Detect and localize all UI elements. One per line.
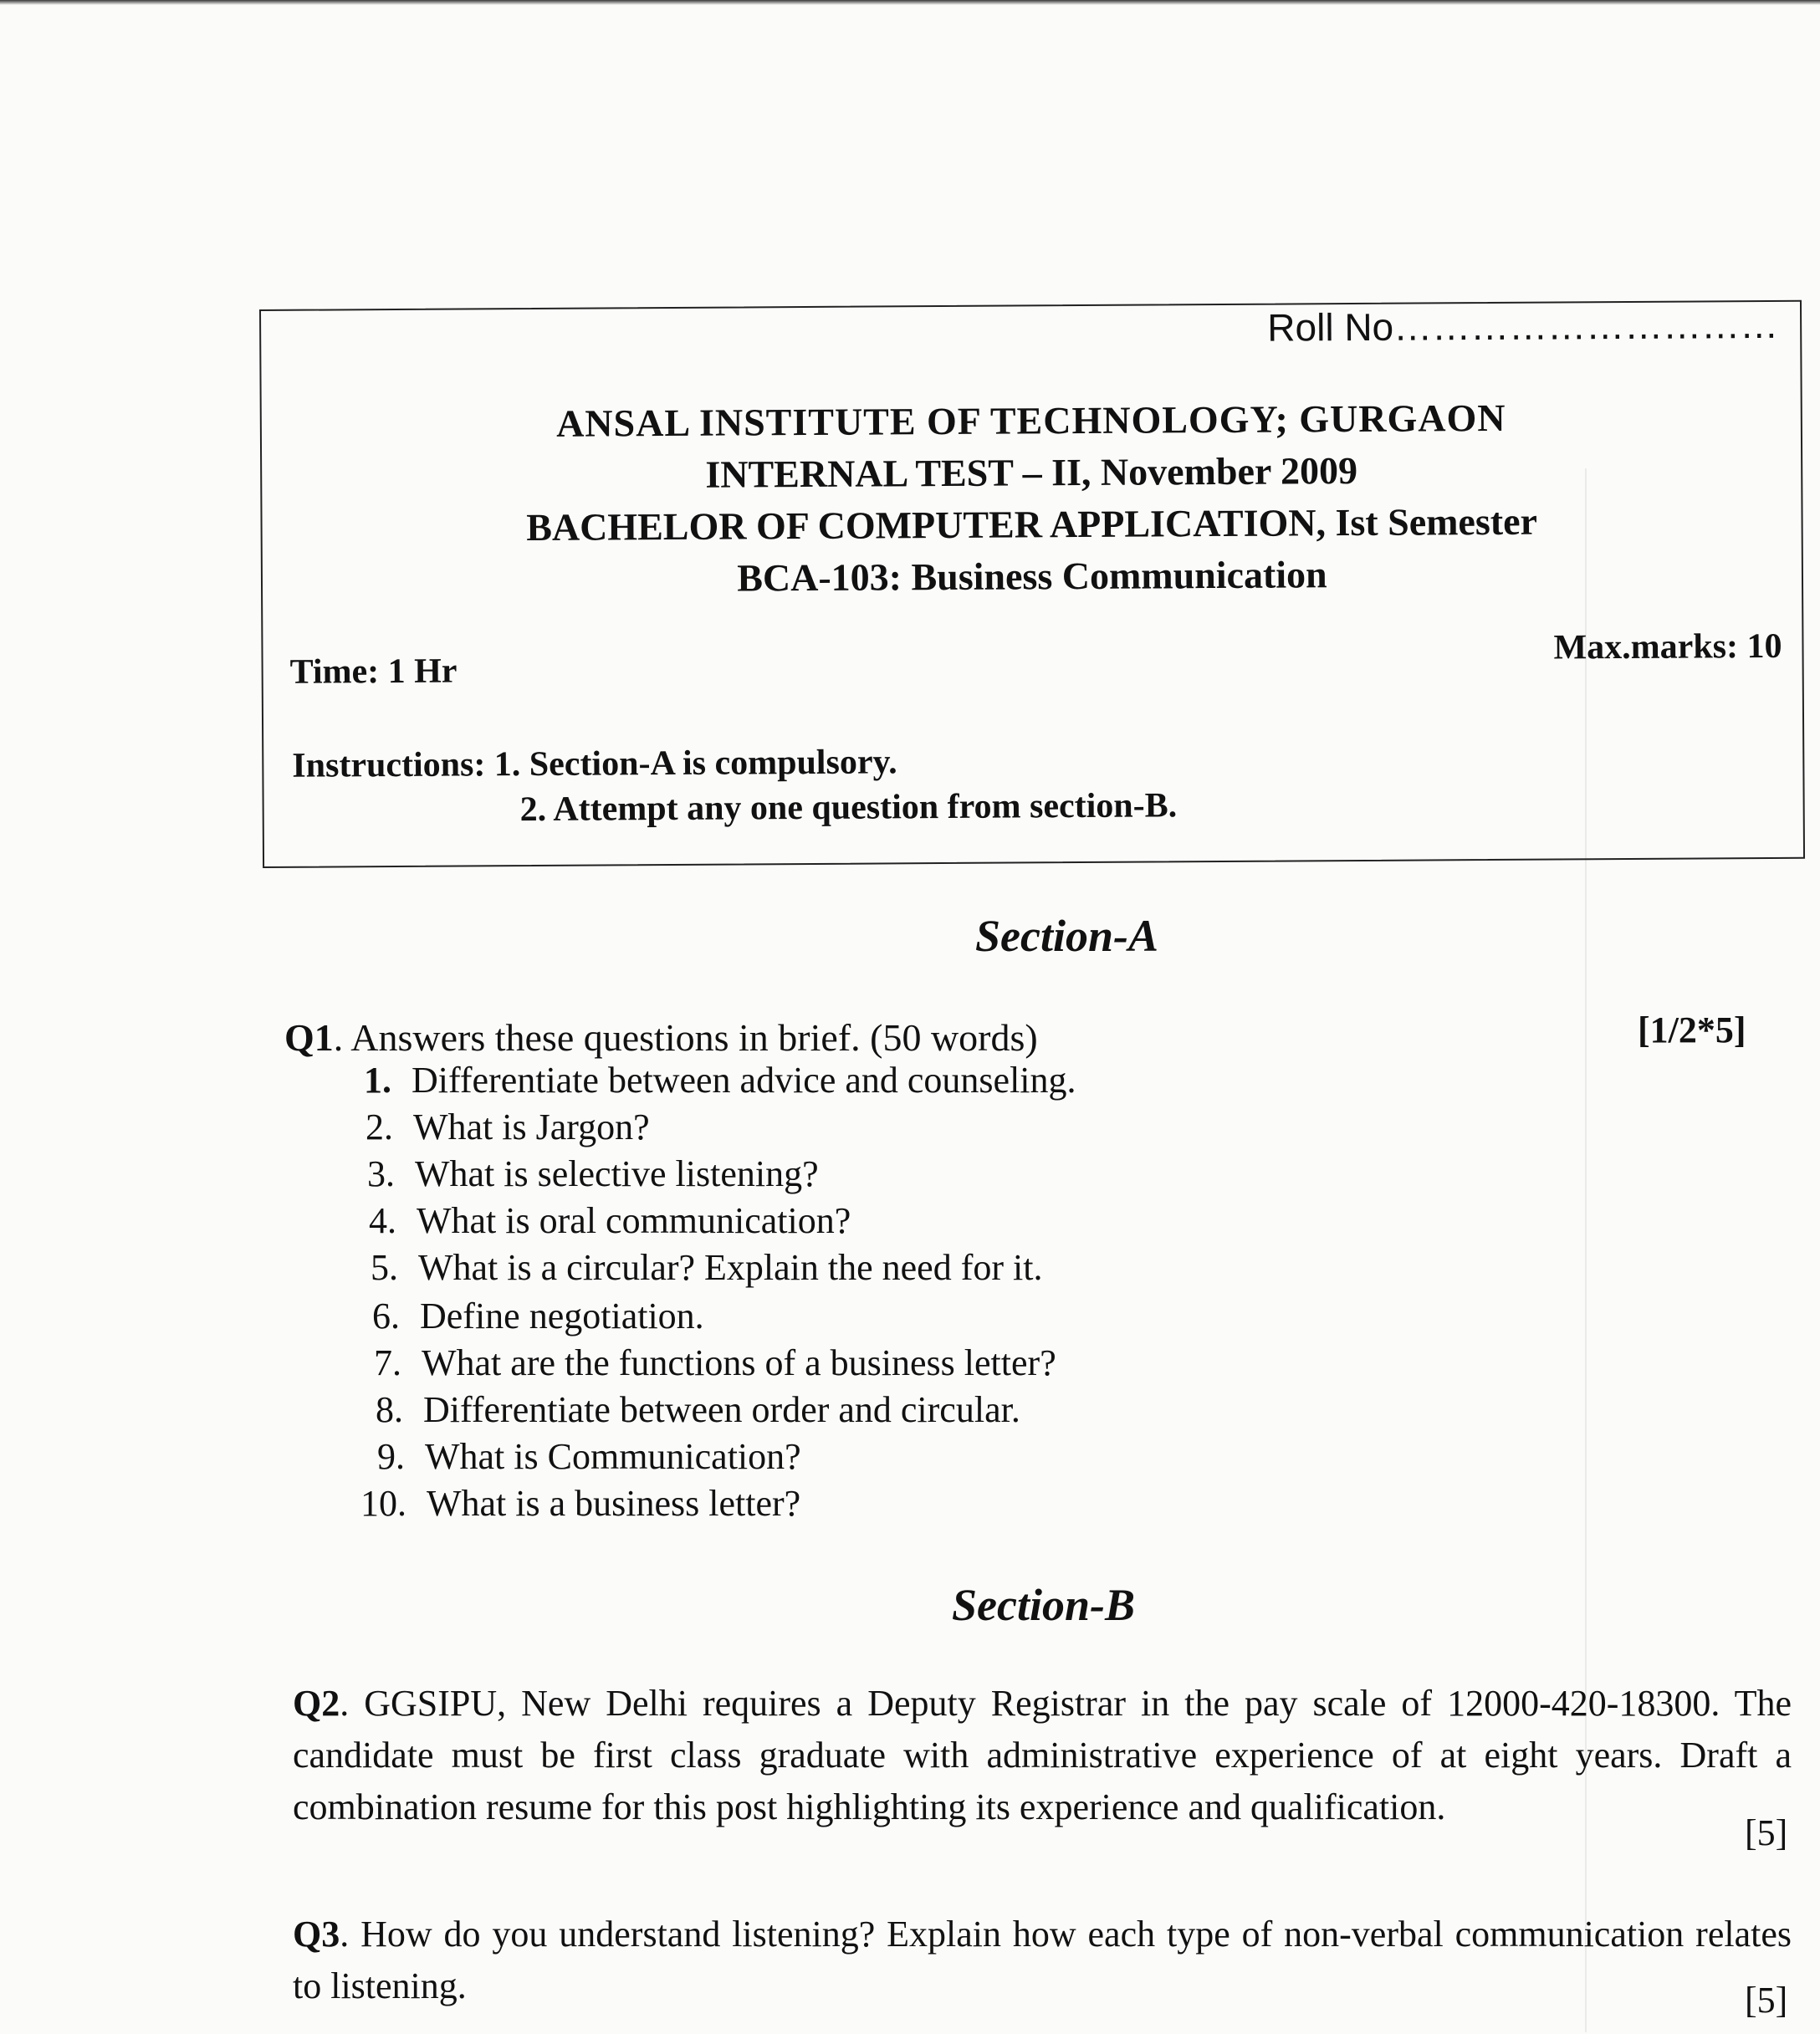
- question-1-label: Q1: [284, 1016, 334, 1059]
- test-name: INTERNAL TEST – II, November 2009: [705, 448, 1358, 496]
- scan-edge: [0, 0, 1820, 5]
- list-item-number: 10.: [360, 1483, 406, 1524]
- list-item-text: What is a business letter?: [427, 1483, 801, 1524]
- question-3: [293, 1909, 1792, 2012]
- question-2: [293, 1678, 1792, 1833]
- list-item: [333, 1106, 650, 1148]
- list-item-text: What is a circular? Explain the need for it.: [418, 1247, 1043, 1288]
- section-b-title: Section-B: [952, 1580, 1136, 1630]
- roll-number-field: Roll No…………………………: [1267, 302, 1779, 350]
- list-item-number: 9.: [377, 1436, 405, 1477]
- list-item-number: 1.: [364, 1060, 391, 1101]
- time-allowed: Time: 1 Hr: [289, 652, 458, 692]
- list-item: [336, 1199, 851, 1242]
- instruction-1: Instructions: 1. Section-A is compulsory.: [292, 743, 897, 785]
- list-item: [340, 1295, 704, 1337]
- list-item-text: Differentiate between advice and counseling.: [412, 1060, 1076, 1101]
- list-item-text: Differentiate between order and circular.: [423, 1389, 1020, 1430]
- course-name: BCA-103: Business Communication: [737, 553, 1327, 600]
- list-item-text: What is oral communication?: [417, 1200, 851, 1241]
- program-name: BACHELOR OF COMPUTER APPLICATION, Ist Semester: [526, 499, 1538, 549]
- list-item-number: 7.: [374, 1342, 401, 1383]
- list-item: [346, 1482, 800, 1525]
- list-item: [338, 1246, 1042, 1289]
- question-3-text: . How do you understand listening? Explain how each type of non-verbal communication relates to listening.: [293, 1914, 1792, 2006]
- section-a-title: Section-A: [975, 911, 1159, 961]
- question-3-label: Q3: [293, 1914, 340, 1955]
- question-1-text: . Answers these questions in brief. (50 words): [333, 1016, 1038, 1059]
- list-item: [345, 1435, 801, 1478]
- list-item-number: 4.: [369, 1200, 396, 1241]
- question-1-heading: [284, 1015, 1038, 1060]
- list-item-number: 5.: [371, 1247, 398, 1288]
- list-item-number: 6.: [372, 1296, 400, 1336]
- list-item: [343, 1388, 1020, 1431]
- question-3-marks: [5]: [1745, 1980, 1788, 2021]
- institute-name: ANSAL INSTITUTE OF TECHNOLOGY; GURGAON: [555, 396, 1506, 445]
- instruction-2: 2. Attempt any one question from section-B.: [519, 786, 1178, 830]
- list-item-number: 8.: [376, 1389, 403, 1430]
- list-item-text: What is Jargon?: [413, 1106, 650, 1147]
- list-item: [341, 1342, 1056, 1384]
- question-2-label: Q2: [293, 1683, 340, 1724]
- list-item: [331, 1059, 1076, 1101]
- list-item-text: What is selective listening?: [415, 1153, 819, 1194]
- list-item-text: What is Communication?: [425, 1436, 801, 1477]
- list-item-number: 3.: [367, 1153, 395, 1194]
- max-marks: Max.marks: 10: [1553, 626, 1782, 667]
- list-item-text: What are the functions of a business letter?: [422, 1342, 1056, 1383]
- list-item-text: Define negotiation.: [420, 1296, 704, 1336]
- question-1-marks: [1/2*5]: [1638, 1009, 1746, 1050]
- list-item-number: 2.: [366, 1106, 393, 1147]
- exam-header-box: [259, 300, 1805, 868]
- list-item: [335, 1152, 819, 1195]
- question-2-marks: [5]: [1745, 1812, 1788, 1853]
- question-2-text: . GGSIPU, New Delhi requires a Deputy Registrar in the pay scale of 12000-420-18300. The candidate must be first class graduate with administrative experience of at eight years. Draft a combination resume for this post highlighting its experience and qualification.: [293, 1683, 1792, 1827]
